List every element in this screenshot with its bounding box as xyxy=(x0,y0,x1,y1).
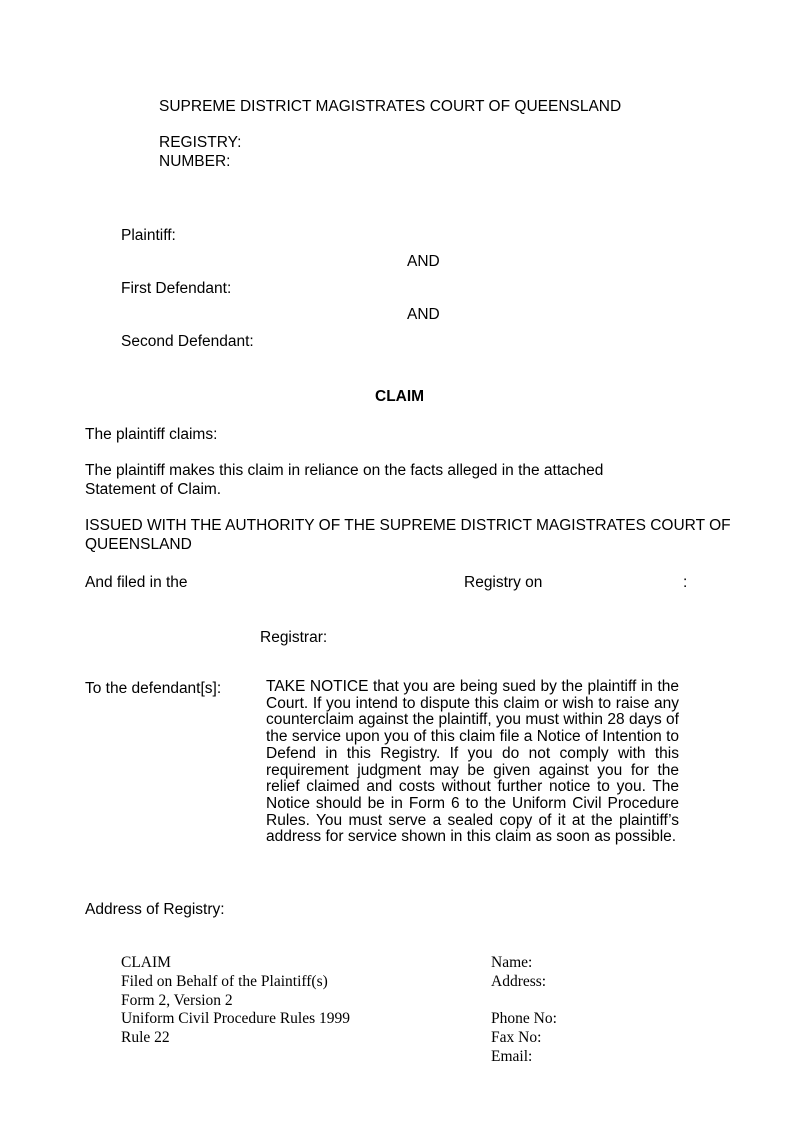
and-separator-2: AND xyxy=(407,306,440,323)
second-defendant-label: Second Defendant: xyxy=(121,333,254,350)
footer-rules-line: Uniform Civil Procedure Rules 1999 xyxy=(121,1010,351,1028)
footer-form-line: Form 2, Version 2 xyxy=(121,991,233,1009)
number-label: NUMBER: xyxy=(159,153,231,170)
footer-fax-label: Fax No: xyxy=(491,1029,542,1047)
court-name-heading: SUPREME DISTRICT MAGISTRATES COURT OF QUEENSLAND xyxy=(159,98,622,115)
footer-contact-details xyxy=(491,954,557,1067)
issued-authority-statement: ISSUED WITH THE AUTHORITY OF THE SUPREME DISTRICT MAGISTRATES COURT OF QUEENSLAND xyxy=(85,517,731,553)
reliance-statement: The plaintiff makes this claim in reliance on the facts alleged in the attached Statement of Claim. xyxy=(85,462,604,498)
address-of-registry-label: Address of Registry: xyxy=(85,901,225,918)
and-separator-1: AND xyxy=(407,253,440,270)
time-colon: : xyxy=(683,574,688,591)
filed-in-label: And filed in the xyxy=(85,574,188,591)
to-defendants-label: To the defendant[s]: xyxy=(85,680,222,697)
footer-rule-number-line: Rule 22 xyxy=(121,1029,170,1047)
first-defendant-label: First Defendant: xyxy=(121,280,232,297)
registry-on-label: Registry on xyxy=(464,574,543,591)
take-notice-paragraph: TAKE NOTICE that you are being sued by the plaintiff in the Court. If you intend to dispute this claim or wish to raise any counterclaim against the plaintiff, you must within 28 days of the service upon you of this claim file a Notice of Intention to Defend in this Registry. If you do not comply with this requirement judgment may be given against you for the relief claimed and costs without further notice to you. The Notice should be in Form 6 to the Uniform Civil Procedure Rules. You must serve a sealed copy of it at the plaintiff’s address for service shown in this claim as soon as possible. xyxy=(266,678,679,846)
footer-phone-label: Phone No: xyxy=(491,1010,557,1028)
claim-title: CLAIM xyxy=(375,388,425,405)
footer-name-label: Name: xyxy=(491,954,533,971)
footer-claim-line: CLAIM xyxy=(121,954,171,971)
registry-label: REGISTRY: xyxy=(159,134,242,151)
plaintiff-claims-label: The plaintiff claims: xyxy=(85,426,218,443)
footer-filing-details xyxy=(121,954,350,1048)
footer-spacer-line xyxy=(491,992,557,1011)
footer-filed-on-behalf-line: Filed on Behalf of the Plaintiff(s) xyxy=(121,972,328,990)
footer-address-label: Address: xyxy=(491,972,547,990)
footer-email-label: Email: xyxy=(491,1047,533,1065)
registrar-label: Registrar: xyxy=(260,629,328,646)
plaintiff-label: Plaintiff: xyxy=(121,227,176,244)
